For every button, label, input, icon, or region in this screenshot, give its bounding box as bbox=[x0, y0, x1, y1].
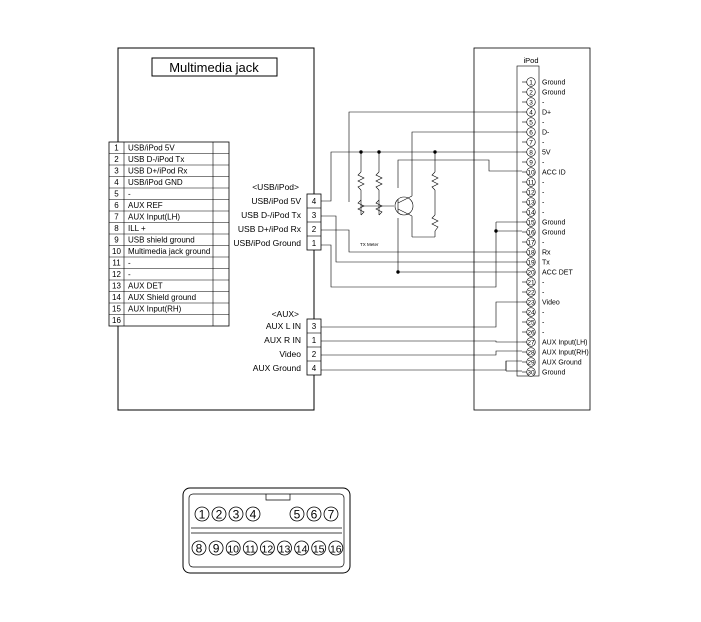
usb-pin-number: 1 bbox=[311, 239, 317, 248]
ipod-pin-label: - bbox=[542, 119, 545, 127]
ipod-pin-label: Ground bbox=[542, 369, 566, 377]
ipod-pin-number: 4 bbox=[529, 109, 533, 117]
table-pin-label: AUX DET bbox=[128, 281, 163, 291]
connector-pin-number: 16 bbox=[329, 543, 342, 556]
connector-pin-number: 13 bbox=[278, 543, 291, 556]
table-pin-label: AUX REF bbox=[128, 201, 163, 211]
usb-pin-label: USB D+/iPod Rx bbox=[237, 224, 301, 234]
connector-pin-number: 12 bbox=[261, 543, 274, 556]
ipod-pin-number: 15 bbox=[527, 219, 535, 227]
ipod-pin-label: Ground bbox=[542, 219, 566, 227]
ipod-pin-label: - bbox=[542, 199, 545, 207]
ipod-pin-number: 6 bbox=[529, 129, 533, 137]
ipod-pin-label: ACC DET bbox=[542, 269, 573, 277]
table-pin-number: 1 bbox=[114, 143, 119, 153]
aux-pin-label: AUX Ground bbox=[252, 363, 301, 373]
usb-pin-number: 2 bbox=[311, 225, 317, 234]
connector-pin-number: 9 bbox=[212, 541, 220, 556]
table-pin-label: AUX Shield ground bbox=[128, 293, 197, 303]
table-pin-label: ILL + bbox=[128, 224, 146, 234]
table-pin-label: USB D-/iPod Tx bbox=[128, 155, 185, 165]
ipod-pin-number: 18 bbox=[527, 249, 535, 257]
table-pin-number: 10 bbox=[112, 247, 121, 257]
ipod-pin-label: - bbox=[542, 289, 545, 297]
ipod-pin-number: 26 bbox=[527, 329, 535, 337]
usb-header: <USB/iPod> bbox=[252, 182, 299, 192]
connector-pin-number: 5 bbox=[293, 507, 301, 522]
usb-pin-label: USB D-/iPod Tx bbox=[241, 210, 301, 220]
ipod-pin-number: 29 bbox=[527, 359, 535, 367]
connector-pin-number: 6 bbox=[310, 507, 318, 522]
ipod-pin-label: - bbox=[542, 189, 545, 197]
table-pin-label: USB shield ground bbox=[128, 235, 195, 245]
table-pin-number: 14 bbox=[112, 293, 121, 303]
table-pin-number: 7 bbox=[114, 212, 119, 222]
aux-connector-group bbox=[253, 309, 321, 375]
table-pin-label: - bbox=[128, 270, 131, 280]
ipod-pin-label: ACC ID bbox=[542, 169, 566, 177]
ipod-pin-label: Ground bbox=[542, 89, 566, 97]
ipod-pin-number: 24 bbox=[527, 309, 535, 317]
ipod-pin-number: 11 bbox=[527, 179, 535, 187]
table-pin-number: 6 bbox=[114, 201, 119, 211]
table-pin-label: USB D+/iPod Rx bbox=[128, 166, 188, 176]
usb-pin-number: 4 bbox=[311, 197, 317, 206]
ipod-pin-label: Rx bbox=[542, 249, 551, 257]
ipod-pin-label: - bbox=[542, 319, 545, 327]
ipod-pin-number: 3 bbox=[529, 99, 533, 107]
ipod-pin-number: 1 bbox=[529, 79, 533, 87]
connector-pin-number: 11 bbox=[244, 543, 256, 556]
ipod-pin-label: D- bbox=[542, 129, 550, 137]
connector-pin-number: 10 bbox=[227, 543, 240, 556]
table-pin-number: 13 bbox=[112, 281, 121, 291]
jack-title: Multimedia jack bbox=[169, 60, 259, 75]
ipod-pin-label: AUX Ground bbox=[542, 359, 582, 367]
table-pin-number: 4 bbox=[114, 178, 119, 188]
ipod-pin-number: 22 bbox=[527, 289, 535, 297]
ipod-title: iPod bbox=[523, 56, 539, 65]
usb-pin-label: USB/iPod Ground bbox=[233, 238, 301, 248]
aux-pin-number: 4 bbox=[311, 364, 317, 373]
ipod-box bbox=[474, 48, 590, 410]
ipod-pin-label: - bbox=[542, 279, 545, 287]
table-pin-label: USB/iPod 5V bbox=[128, 143, 175, 153]
connector-face bbox=[183, 488, 350, 573]
connector-pin-number: 8 bbox=[195, 541, 203, 556]
aux-header: <AUX> bbox=[271, 309, 299, 319]
ipod-pin-number: 23 bbox=[527, 299, 535, 307]
ipod-pin-label: D+ bbox=[542, 109, 552, 117]
table-pin-label: AUX Input(RH) bbox=[128, 304, 182, 314]
aux-pin-number: 1 bbox=[311, 336, 317, 345]
ipod-pin-number: 21 bbox=[527, 279, 535, 287]
ipod-pin-number: 14 bbox=[527, 209, 535, 217]
aux-pin-label: Video bbox=[279, 349, 301, 359]
ipod-pin-label: - bbox=[542, 179, 545, 187]
connector-pin-number: 1 bbox=[198, 507, 206, 522]
ipod-pin-label: Tx bbox=[542, 259, 550, 267]
table-pin-label: AUX Input(LH) bbox=[128, 212, 181, 222]
interface-circuit bbox=[321, 112, 522, 371]
ipod-pin-number: 13 bbox=[527, 199, 535, 207]
ipod-pin-label: AUX Input(LH) bbox=[542, 339, 588, 347]
connector-pin-number: 7 bbox=[327, 507, 335, 522]
ipod-pin-label: AUX Input(RH) bbox=[542, 349, 589, 357]
ipod-pin-label: Ground bbox=[542, 229, 566, 237]
table-pin-label: - bbox=[128, 189, 131, 199]
ipod-pin-number: 20 bbox=[527, 269, 535, 277]
ipod-pin-number: 12 bbox=[527, 189, 535, 197]
ipod-pin-label: - bbox=[542, 209, 545, 217]
ipod-pin-label: Video bbox=[542, 299, 560, 307]
ipod-pin-number: 2 bbox=[529, 89, 533, 97]
ipod-pin-number: 30 bbox=[527, 369, 535, 377]
ipod-pin-number: 25 bbox=[527, 319, 535, 327]
circuit-note: TX Meter bbox=[360, 242, 379, 247]
table-pin-number: 11 bbox=[112, 258, 121, 268]
usb-pin-number: 3 bbox=[311, 211, 317, 220]
aux-pin-label: AUX L IN bbox=[265, 321, 301, 331]
table-pin-number: 3 bbox=[114, 166, 119, 176]
connector-pin-number: 4 bbox=[249, 507, 257, 522]
connector-pin-number: 2 bbox=[215, 507, 223, 522]
table-pin-number: 12 bbox=[112, 270, 121, 280]
ipod-pin-number: 28 bbox=[527, 349, 535, 357]
ipod-pin-number: 10 bbox=[527, 169, 535, 177]
connector-pin-number: 15 bbox=[312, 543, 325, 556]
table-pin-number: 16 bbox=[112, 316, 121, 326]
connector-pin-number: 14 bbox=[295, 543, 308, 556]
usb-pin-label: USB/iPod 5V bbox=[251, 196, 301, 206]
ipod-pin-number: 17 bbox=[527, 239, 535, 247]
ipod-pin-label: 5V bbox=[542, 149, 551, 157]
jack-pin-table bbox=[109, 142, 229, 326]
ipod-pin-number: 19 bbox=[527, 259, 535, 267]
ipod-pin-label: - bbox=[542, 329, 545, 337]
ipod-pin-number: 8 bbox=[529, 149, 533, 157]
table-pin-label: - bbox=[128, 258, 131, 268]
ipod-pin-number: 7 bbox=[529, 139, 533, 147]
table-pin-label: USB/iPod GND bbox=[128, 178, 183, 188]
aux-pin-number: 2 bbox=[311, 350, 317, 359]
ipod-pin-label: - bbox=[542, 159, 545, 167]
ipod-pin-number: 9 bbox=[529, 159, 533, 167]
aux-pin-number: 3 bbox=[311, 322, 317, 331]
ipod-pin-number: 5 bbox=[529, 119, 533, 127]
table-pin-number: 9 bbox=[114, 235, 119, 245]
ipod-pin-label: - bbox=[542, 239, 545, 247]
ipod-pin-label: - bbox=[542, 309, 545, 317]
table-pin-number: 15 bbox=[112, 304, 121, 314]
ipod-pin-label: Ground bbox=[542, 79, 566, 87]
table-pin-number: 8 bbox=[114, 224, 119, 234]
table-pin-number: 5 bbox=[114, 189, 119, 199]
connector-pin-number: 3 bbox=[232, 507, 240, 522]
ipod-pin-number: 27 bbox=[527, 339, 535, 347]
ipod-pin-label: - bbox=[542, 99, 545, 107]
aux-pin-label: AUX R IN bbox=[264, 335, 301, 345]
usb-connector-group bbox=[233, 182, 321, 250]
ipod-pin-label: - bbox=[542, 139, 545, 147]
table-pin-number: 2 bbox=[114, 155, 119, 165]
ipod-pin-number: 16 bbox=[527, 229, 535, 237]
table-pin-label: Multimedia jack ground bbox=[128, 247, 211, 257]
